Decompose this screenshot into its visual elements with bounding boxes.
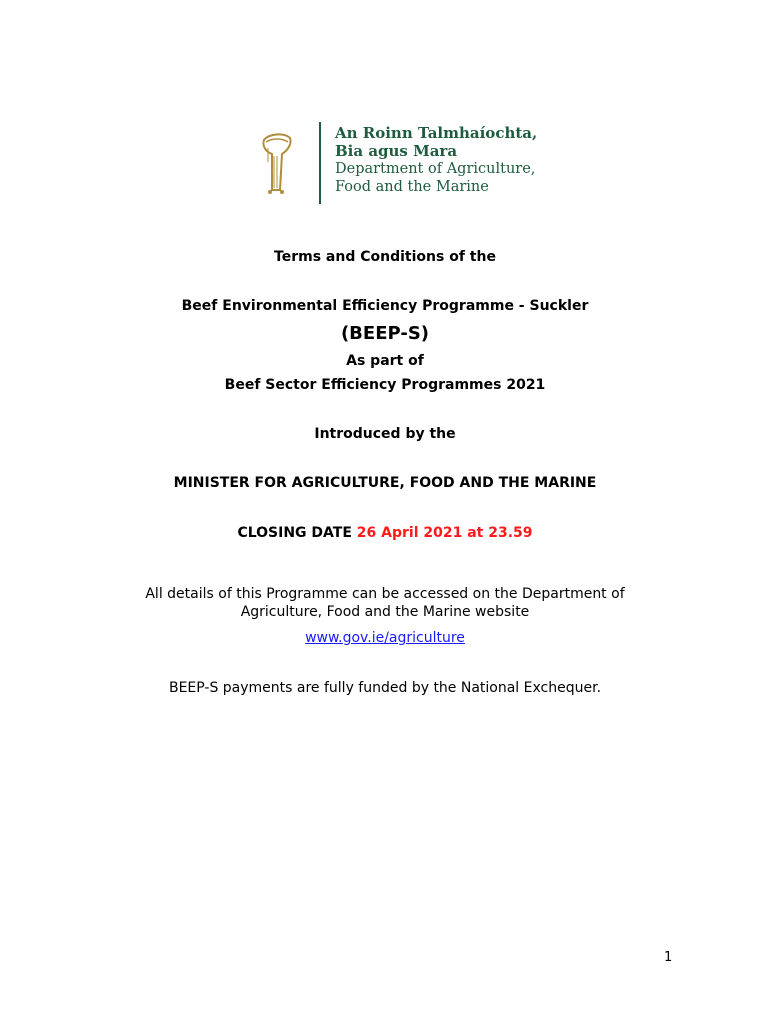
closing-date-value: 26 April 2021 at 23.59: [356, 525, 533, 541]
logo-divider: [319, 122, 321, 204]
details-line-1: All details of this Programme can be accessed on the Department of: [145, 586, 625, 602]
sector-programmes-title: Beef Sector Efficiency Programmes 2021: [224, 377, 546, 393]
website-link[interactable]: www.gov.ie/agriculture: [305, 630, 465, 646]
funding-statement: BEEP-S payments are fully funded by the National Exchequer.: [168, 680, 602, 696]
logo-line-english-2: Food and the Marine: [335, 179, 489, 195]
logo-line-irish-1: An Roinn Talmhaíochta,: [335, 124, 538, 142]
logo-text: [335, 124, 537, 196]
department-logo: [258, 122, 558, 206]
programme-acronym: (BEEP-S): [340, 323, 430, 344]
harp-icon: [258, 132, 294, 196]
introduced-text: Introduced by the: [314, 426, 456, 442]
logo-line-english-1: Department of Agriculture,: [335, 161, 536, 177]
as-part-of-text: As part of: [346, 353, 424, 369]
page-number: 1: [664, 950, 673, 965]
closing-date-label: CLOSING DATE: [237, 525, 352, 541]
closing-date-line: [0, 525, 770, 541]
programme-title: Beef Environmental Efficiency Programme - Suckler: [181, 298, 589, 314]
website-link-row: [0, 627, 770, 646]
details-line-2: Agriculture, Food and the Marine website: [240, 604, 530, 620]
logo-line-irish-2: Bia agus Mara: [335, 142, 458, 160]
terms-heading: Terms and Conditions of the: [274, 249, 496, 265]
minister-heading: MINISTER FOR AGRICULTURE, FOOD AND THE MARINE: [173, 475, 597, 491]
